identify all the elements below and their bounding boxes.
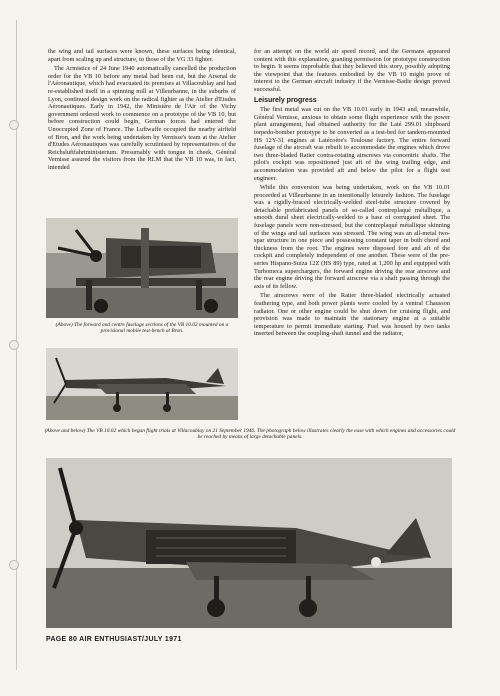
right-text-column <box>254 48 450 340</box>
photo-caption-top: (Above) The forward and centre fuselage sections of the VB 10.02 mounted on a provisional mobile test-bench at Bron. <box>55 322 229 335</box>
body-paragraph: While this conversion was being undertaken, work on the VB 10.01 proceeded at Villeurbanne in an intentionally leisurely fashion. The fuselage was a rigidly-braced electrically-welded steel-tube structure covered by detachable prefabricated panels of so-called contreplaqué métallique, a smooth dural sheet electrically-welded to a base of corrugated sheet. The fuselage panels were non-stressed, but the contreplaqué métallique skinning of the wings and tail surfaces was stressed. The wing was an all-metal two-spar structure in one piece and possessing constant taper in both chord and thickness from the root. The engines were disposed fore and aft of the cockpit and completely independent of one another. These were of the pre-series Hispano-Suiza 12Z (HS 89) type, rated at 1,200 hp and equipped with Turbomeca superchargers, the forward engine driving the rear airscrew and the rear engine driving the forward airscrew via a shaft passing through the axis of its fellow. <box>254 184 450 290</box>
body-paragraph: The first metal was cut on the VB 10.01 early in 1943 and, meanwhile, Général Vernisse, anxious to obtain some flight experience with the power plant arrangement, had obtained authority for the Laté 299.01 shipboard torpedo-bomber prototype to be converted as a test-bed for tandem-mounted HS 12Y-31 engines at Latécoère's Toulouse factory. The entire forward fuselage of the aircraft was rebuilt to accommodate the engines which drove two three-bladed Ratier contra-rotating airscrews via concentric shafts. The pilot's cockpit was repositioned just aft of the wing trailing edge, and accommodation was provided aft and below the pilot for a flight test engineer. <box>254 106 450 182</box>
punch-hole <box>9 120 19 130</box>
punch-hole <box>9 340 19 350</box>
body-paragraph: the wing and tail surfaces were known, these surfaces being identical, apart from scaling up and structure, to those of the VG 33 fighter. <box>48 48 236 63</box>
photo-aircraft-ground <box>46 348 238 420</box>
photo-aircraft-panels-open <box>46 458 452 628</box>
left-text-column <box>48 48 236 174</box>
section-heading: Leisurely progress <box>254 96 317 104</box>
page-footer: PAGE 80 AIR ENTHUSIAST/JULY 1971 <box>46 636 182 643</box>
punch-hole <box>9 560 19 570</box>
photo-test-bench <box>46 218 238 318</box>
body-paragraph: The Armistice of 24 June 1940 automatically cancelled the production order for the VB 10 before any metal had been cut, but the Arsenal de l'Aéronautique, which had evacuated its premises at Villacoublay and had re-established itself in a spinning mill at Villeurbanne, in the suburbs of Lyon, continued design work on the radical fighter as the Atelier d'Etudes Aéronautiques. Early in 1942, the Ministère de l'Air of the Vichy government ordered work to commence on a prototype of the VB 10, but before construction could begin, German forces had entered the Unoccupied Zone of France. The Luftwaffe occupied the nearby airfield of Bron, and the work being undertaken by Vernisse's team at the Atelier d'Etudes Aéronautiques was carefully scrutinised by representatives of the Reichsluftfahrtministerium. Presumably with tongue in cheek, Général Vernisse assured the visitors from the RLM that the VB 10 was, in fact, intended <box>48 65 236 171</box>
body-paragraph: for an attempt on the world air speed record, and the Germans appeared content with this explanation, granting permission for prototype construction to begin. It seems improbable that they believed this story, possibly adopting the viewpoint that the features embodied by the VB 10 might prove of interest to the German aircraft industry if the Vernisse-Badie design proved successful. <box>254 48 450 93</box>
body-paragraph: The airscrews were of the Ratier three-bladed electrically actuated feathering type, and both power plants were cooled by a ventral Chausson radiator. One or other engine could be shut down for cruising flight, and provision was made to maintain the stationary engine at a suitable temperature to permit immediate starting. Fuel was housed by two tanks inserted between the coupling-shaft tunnel and the radiator, <box>254 292 450 338</box>
photo-caption-shared: (Above and below) The VB 10.02 which began flight trials at Villacoublay on 21 September 1946. The photograph below illustrates clearly the ease with which engines and accessories could be reached by means of large detachable panels. <box>44 428 456 441</box>
